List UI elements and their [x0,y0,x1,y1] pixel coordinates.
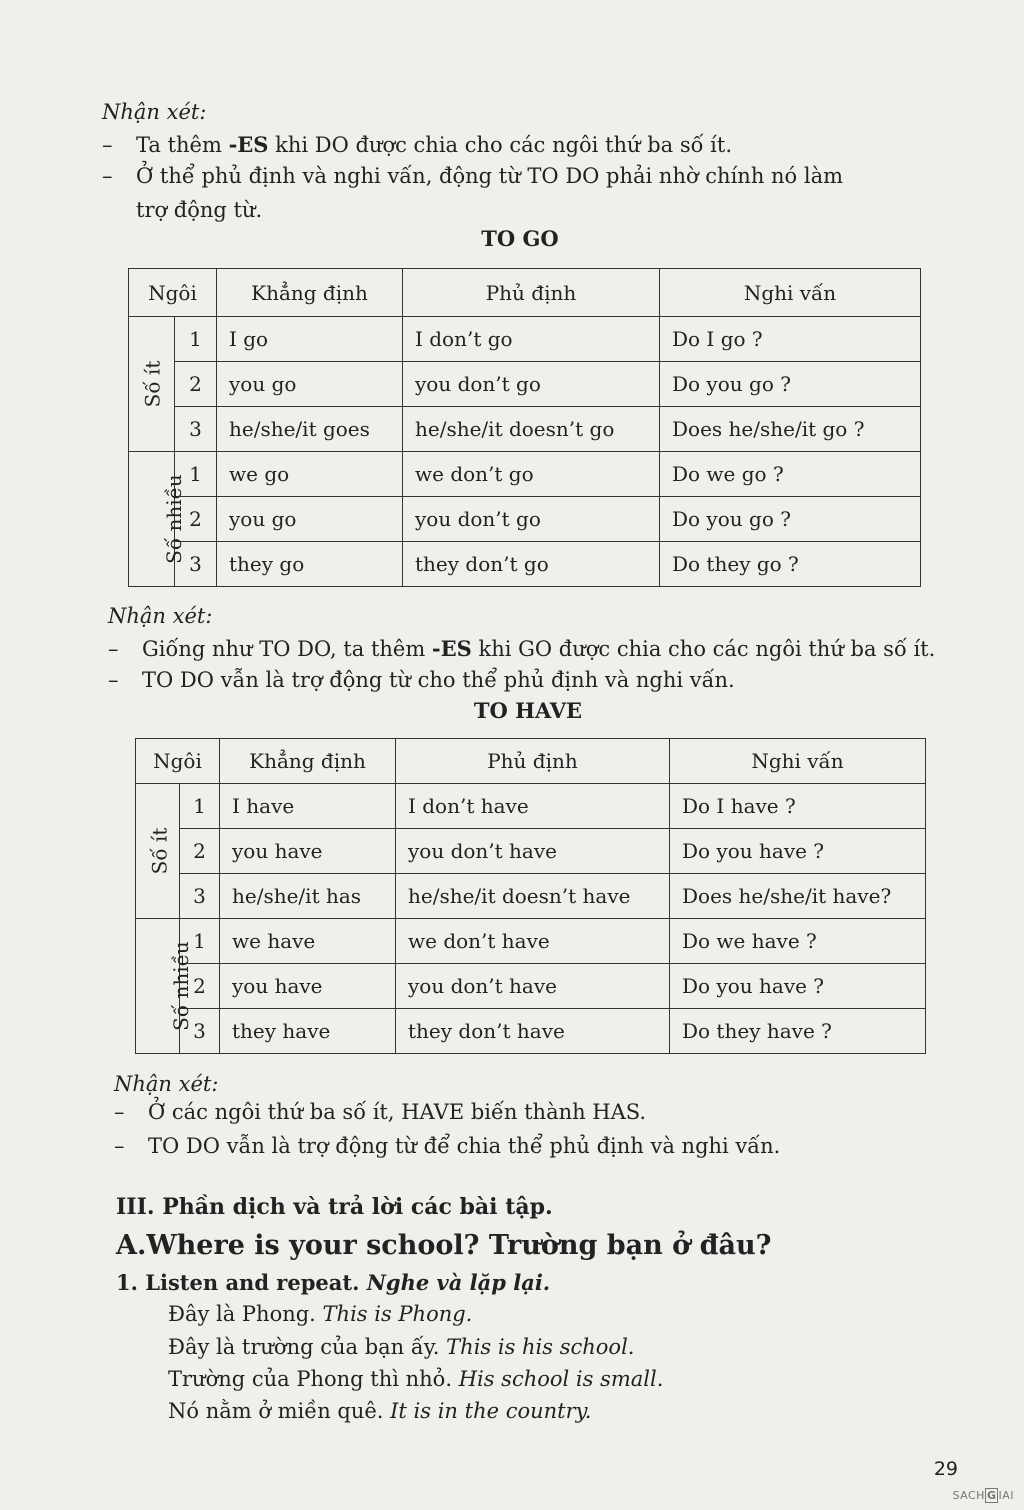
note-title: Nhận xét: [102,100,207,124]
negative-cell: we don’t have [396,919,670,964]
dialogue-line: Đây là trường của bạn ấy. This is his school. [168,1335,635,1359]
affirmative-cell: they go [217,542,403,587]
affirmative-cell: you go [217,497,403,542]
affirmative-cell: I have [220,784,396,829]
header-khang-dinh: Khẳng định [220,739,396,784]
negative-cell: you don’t go [403,362,660,407]
person-number: 3 [175,542,217,587]
dialogue-line: Đây là Phong. This is Phong. [168,1302,473,1326]
note-bullet: – Ở các ngôi thứ ba số ít, HAVE biến thành HAS. [114,1100,647,1124]
header-nghi-van: Nghi vấn [670,739,926,784]
negative-cell: he/she/it doesn’t go [403,407,660,452]
affirmative-cell: he/she/it goes [217,407,403,452]
person-number: 2 [180,829,220,874]
group-singular: Số ít [129,317,175,452]
page-number: 29 [933,1458,958,1480]
group-plural: Số nhiều [136,919,180,1054]
header-phu-dinh: Phủ định [403,269,660,317]
question-cell: Do you have ? [670,829,926,874]
question-cell: Do we have ? [670,919,926,964]
negative-cell: I don’t go [403,317,660,362]
person-number: 2 [175,497,217,542]
header-ngoi: Ngôi [136,739,220,784]
exercise-title: 1. Listen and repeat. Nghe và lặp lại. [116,1270,551,1295]
person-number: 1 [175,317,217,362]
question-cell: Do I go ? [660,317,921,362]
person-number: 3 [180,1009,220,1054]
question-cell: Do we go ? [660,452,921,497]
person-number: 1 [175,452,217,497]
note-bullet: – Giống như TO DO, ta thêm -ES khi GO được chia cho các ngôi thứ ba số ít. [108,636,936,661]
header-khang-dinh: Khẳng định [217,269,403,317]
header-nghi-van: Nghi vấn [660,269,921,317]
question-cell: Does he/she/it have? [670,874,926,919]
affirmative-cell: he/she/it has [220,874,396,919]
section-title: III. Phần dịch và trả lời các bài tập. [116,1194,553,1220]
person-number: 2 [175,362,217,407]
question-cell: Do they have ? [670,1009,926,1054]
header-phu-dinh: Phủ định [396,739,670,784]
group-singular: Số ít [136,784,180,919]
negative-cell: I don’t have [396,784,670,829]
question-cell: Do you go ? [660,362,921,407]
table-title: TO GO [481,226,559,251]
table-title: TO HAVE [473,698,583,723]
note-bullet: – Ta thêm -ES khi DO được chia cho các ngôi thứ ba số ít. [102,132,733,157]
header-ngoi: Ngôi [129,269,217,317]
note-bullet-continuation: trợ động từ. [136,198,263,222]
note-title: Nhận xét: [114,1072,219,1096]
person-number: 3 [180,874,220,919]
negative-cell: they don’t go [403,542,660,587]
person-number: 2 [180,964,220,1009]
affirmative-cell: we go [217,452,403,497]
affirmative-cell: I go [217,317,403,362]
negative-cell: you don’t have [396,829,670,874]
brand-watermark: SACH G IAI [952,1489,1014,1502]
person-number: 3 [175,407,217,452]
conjugation-table-to-have [135,738,926,1054]
person-number: 1 [180,919,220,964]
question-cell: Do you have ? [670,964,926,1009]
affirmative-cell: you have [220,964,396,1009]
negative-cell: you don’t go [403,497,660,542]
question-cell: Do they go ? [660,542,921,587]
question-cell: Does he/she/it go ? [660,407,921,452]
question-cell: Do you go ? [660,497,921,542]
affirmative-cell: we have [220,919,396,964]
note-bullet: – Ở thể phủ định và nghi vấn, động từ TO DO phải nhờ chính nó làm [102,164,844,188]
dialogue-line: Trường của Phong thì nhỏ. His school is small. [168,1367,664,1391]
affirmative-cell: you have [220,829,396,874]
affirmative-cell: they have [220,1009,396,1054]
note-bullet: – TO DO vẫn là trợ động từ để chia thể phủ định và nghi vấn. [114,1134,781,1158]
question-cell: Do I have ? [670,784,926,829]
dialogue-line: Nó nằm ở miền quê. It is in the country. [168,1399,592,1423]
negative-cell: we don’t go [403,452,660,497]
negative-cell: you don’t have [396,964,670,1009]
group-plural: Số nhiều [129,452,175,587]
note-bullet: – TO DO vẫn là trợ động từ cho thể phủ định và nghi vấn. [108,668,735,692]
conjugation-table-to-go [128,268,921,587]
affirmative-cell: you go [217,362,403,407]
note-title: Nhận xét: [108,604,213,628]
lesson-title: A.Where is your school? Trường bạn ở đâu? [116,1230,772,1261]
negative-cell: they don’t have [396,1009,670,1054]
person-number: 1 [180,784,220,829]
negative-cell: he/she/it doesn’t have [396,874,670,919]
